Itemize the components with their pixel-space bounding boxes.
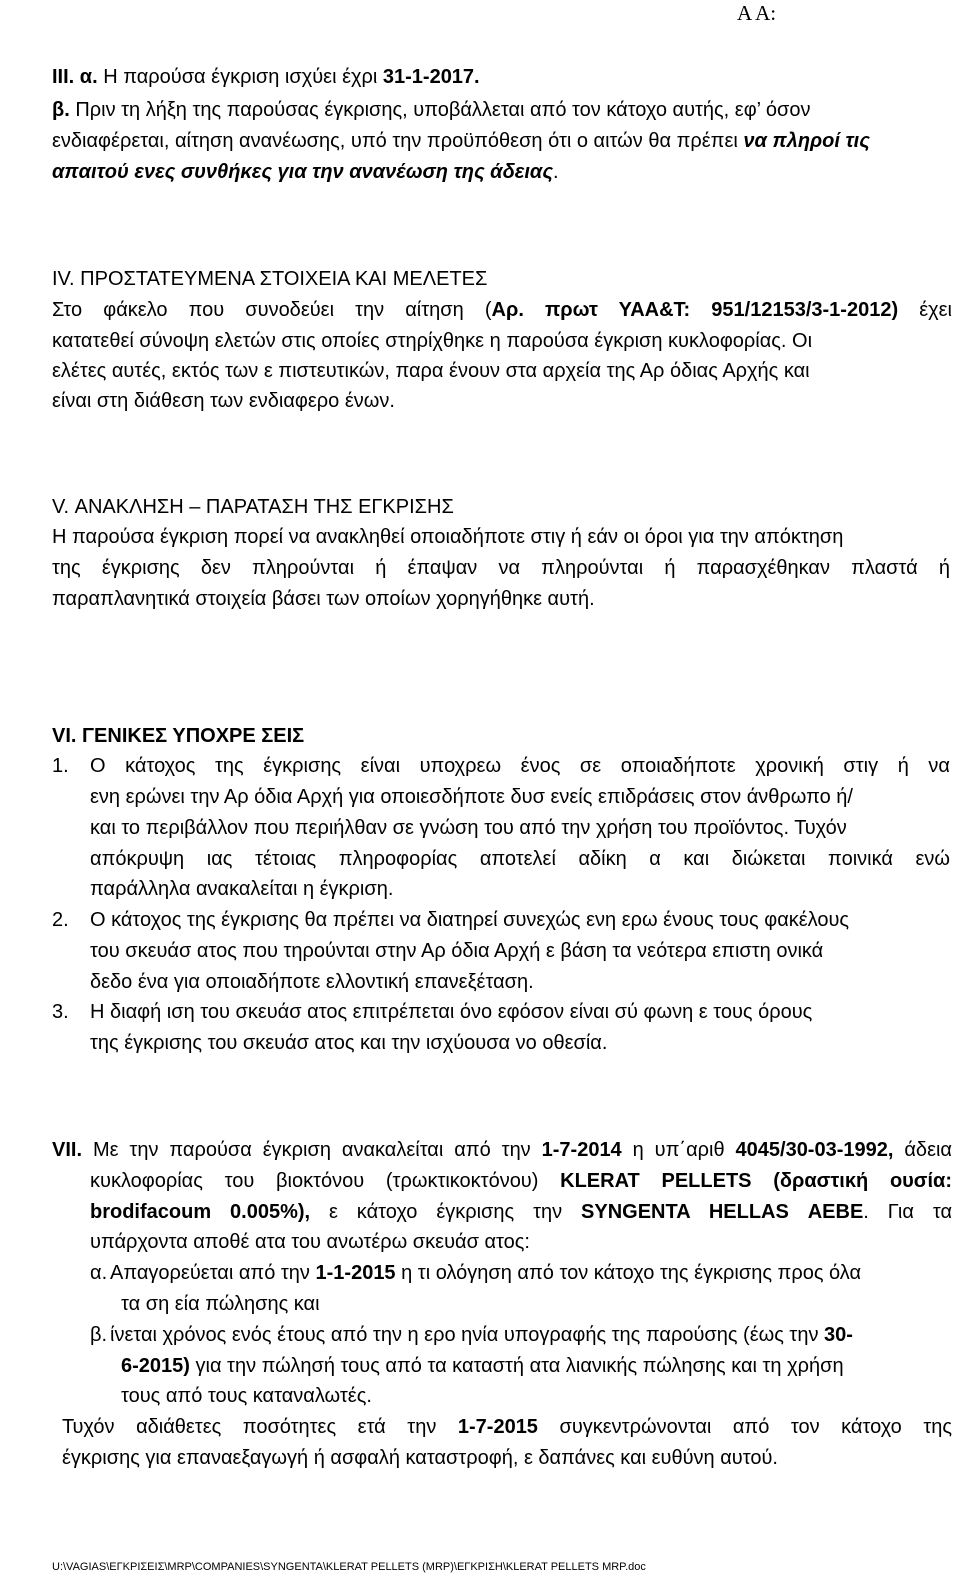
deadline-date-end: 6-2015) [121, 1355, 190, 1377]
section-3-item-b-line3 [52, 159, 559, 185]
section-5-line1: Η παρούσα έγκριση πορεί να ανακληθεί οποιαδήποτε στιγ ή εάν οι όροι για την απόκτηση [52, 526, 844, 548]
section-3-item-b-line1 [52, 97, 811, 123]
section-4-line4: είναι στη διάθεση των ενδιαφερο ένων. [52, 390, 395, 412]
item-2-line3: δεδο ένα για οποιαδήποτε ελλοντική επανεξέταση. [90, 971, 534, 993]
text-line: Τυχόν αδιάθετες ποσότητες ετά την [62, 1416, 458, 1438]
text-line: η τι ολόγηση από τον κάτοχο της έγκρισης προς όλα [395, 1262, 862, 1284]
item-3-line1: Η διαφή ιση του σκευάσ ατος επιτρέπεται όνο εφόσον είναι σύ φωνη ε τους όρους [90, 1001, 813, 1023]
document-code: Α Α: [737, 1, 777, 25]
item-b-label: β. [52, 99, 70, 121]
text-line: . [552, 161, 559, 183]
section-7-a-line1 [110, 1260, 861, 1286]
file-path-footer: U:\VAGIAS\ΕΓΚΡΙΣΕΙΣ\MRP\COMPANIES\SYNGENTA\KLERAT PELLETS (MRP)\ΕΓΚΡΙΣΗ\KLERAT PELLETS MRP.doc [52, 1561, 646, 1573]
text-line: άδεια [893, 1139, 952, 1161]
section-7-line2 [90, 1168, 952, 1194]
item-1-line2: ενη ερώνει την Αρ όδια Αρχή για οποιεσδήποτε δυσ ενείς επιδράσεις στον άνθρωπο ή/ [90, 786, 853, 808]
text-line: ε κάτοχο έγκρισης την [310, 1201, 582, 1223]
item-1-line3: και το περιβάλλον που περιήλθαν σε γνώση του από την χρήση του προϊόντος. Τυχόν [90, 817, 847, 839]
text-line: Πριν τη λήξη της παρούσας έγκρισης, υποβάλλεται από τον κάτοχο αυτής, εφ’ όσον [69, 99, 811, 121]
section-3-item-a [52, 64, 480, 90]
text-line: Με την παρούσα έγκριση ανακαλείται από την [82, 1139, 542, 1161]
text-line: ίνεται χρόνος ενός έτους από την η ερο ηνία υπογραφής της παρούσης (έως την [110, 1324, 825, 1346]
collection-date: 1-7-2015 [457, 1416, 538, 1438]
section-7-b-line1 [110, 1322, 853, 1348]
item-3-line2: της έγκρισης του σκευάσ ατος και την ισχύουσα νο οθεσία. [90, 1032, 608, 1054]
license-number: 4045/30-03-1992, [735, 1139, 894, 1161]
section-7-line3 [90, 1199, 952, 1225]
item-1-line1 [90, 753, 950, 779]
section-7-number: VII. [52, 1139, 83, 1161]
item-2-number: 2. [52, 909, 69, 931]
text-line: για την πώλησή τους από τα καταστή ατα λιανικής πώλησης και τη χρήση [189, 1355, 844, 1377]
section-5-title: V. ΑΝΑΚΛΗΣΗ – ΠΑΡΑΤΑΣΗ ΤΗΣ ΕΓΚΡΙΣΗΣ [52, 496, 454, 518]
section-3-prefix: ΙΙΙ. α. [52, 66, 98, 88]
active-substance: brodifacoum 0.005%), [90, 1201, 311, 1223]
section-6-title: VI. ΓΕΝΙΚΕΣ ΥΠΟΧΡΕ ΣΕΙΣ [52, 725, 305, 747]
section-4-line2: κατατεθεί σύνοψη ελετών στις οποίες στηρίχθηκε η παρούσα έγκριση κυκλοφορίας. Οι [52, 330, 813, 352]
text-line: η υπ΄αριθ [621, 1139, 736, 1161]
text-line: της έγκρισης δεν πληρούνται ή έπαψαν να πληρούνται ή παρασχέθηκαν πλαστά ή [52, 557, 950, 579]
protocol-number: Αρ. πρωτ ΥΑΑ&Τ: 951/12153/3-1-2012) [491, 299, 899, 321]
validity-date: 31-1-2017. [382, 66, 480, 88]
item-1-line4 [90, 846, 950, 872]
section-5-line2 [52, 555, 950, 581]
validity-text: Η παρούσα έγκριση ισχύει έχρι [97, 66, 383, 88]
text-line: κυκλοφορίας του βιοκτόνου (τρωκτικοκτόνου) [90, 1170, 561, 1192]
emphasis-text: να πληροί τις [743, 130, 870, 152]
text-line: απόκρυψη ιας τέτοιας πληροφορίας αποτελεί αδίκη α και διώκεται ποινικά ενώ [90, 848, 950, 870]
section-7-para-line1 [62, 1414, 952, 1440]
section-7-line4: υπάρχοντα αποθέ ατα του ανωτέρω σκευάσ ατος: [90, 1231, 530, 1253]
section-7-a-label: α. [90, 1262, 108, 1284]
text-line: ενδιαφέρεται, αίτηση ανανέωσης, υπό την προϋπόθεση ότι ο αιτών θα πρέπει [52, 130, 744, 152]
emphasis-text: απαιτού ενες συνθήκες για την ανανέωση της άδειας [52, 161, 553, 183]
invoicing-date: 1-1-2015 [315, 1262, 396, 1284]
text-line: Ο κάτοχος της έγκρισης είναι υποχρεω ένος σε οποιαδήποτε χρονική στιγ ή να [90, 755, 950, 777]
item-1-number: 1. [52, 755, 69, 777]
text-line: έχει [898, 299, 952, 321]
section-3-item-b-line2 [52, 128, 870, 154]
section-7-a-line2: τα ση εία πώλησης και [121, 1293, 320, 1315]
item-2-line2: του σκευάσ ατος που τηρούνται στην Αρ όδια Αρχή ε βάση τα νεότερα επιστη ονικά [90, 940, 824, 962]
product-name: KLERAT PELLETS (δραστική ουσία: [560, 1170, 952, 1192]
revocation-date: 1-7-2014 [541, 1139, 622, 1161]
section-5-line3: παραπλανητικά στοιχεία βάσει των οποίων χορηγήθηκε αυτή. [52, 588, 595, 610]
item-2-line1: Ο κάτοχος της έγκρισης θα πρέπει να διατηρεί συνεχώς ενη ερω ένους τους φακέλους [90, 909, 850, 931]
section-7-b-line2 [121, 1353, 844, 1379]
section-4-title: IV. ΠΡΟΣΤΑΤΕΥΜΕΝΑ ΣΤΟΙΧΕΙΑ ΚΑΙ ΜΕΛΕΤΕΣ [52, 268, 488, 290]
text-line: Απαγορεύεται από την [110, 1262, 316, 1284]
text-line: συγκεντρώνονται από τον κάτοχο της [537, 1416, 952, 1438]
section-7-b-label: β. [90, 1324, 108, 1346]
text-line: . Για τα [863, 1201, 953, 1223]
deadline-date: 30- [824, 1324, 853, 1346]
text-line: Στο φάκελο που συνοδεύει την αίτηση ( [52, 299, 492, 321]
section-7-b-line3: τους από τους καταναλωτές. [121, 1385, 372, 1407]
holder-name: SYNGENTA HELLAS ΑΕΒΕ [581, 1201, 864, 1223]
section-4-line1 [52, 297, 952, 323]
section-4-line3: ελέτες αυτές, εκτός των ε πιστευτικών, παρα ένουν στα αρχεία της Αρ όδιας Αρχής και [52, 360, 810, 382]
section-7-line1 [52, 1137, 952, 1163]
item-1-line5: παράλληλα ανακαλείται η έγκριση. [90, 878, 394, 900]
section-7-para-line2: έγκρισης για επαναεξαγωγή ή ασφαλή καταστροφή, ε δαπάνες και ευθύνη αυτού. [62, 1447, 778, 1469]
item-3-number: 3. [52, 1001, 69, 1023]
